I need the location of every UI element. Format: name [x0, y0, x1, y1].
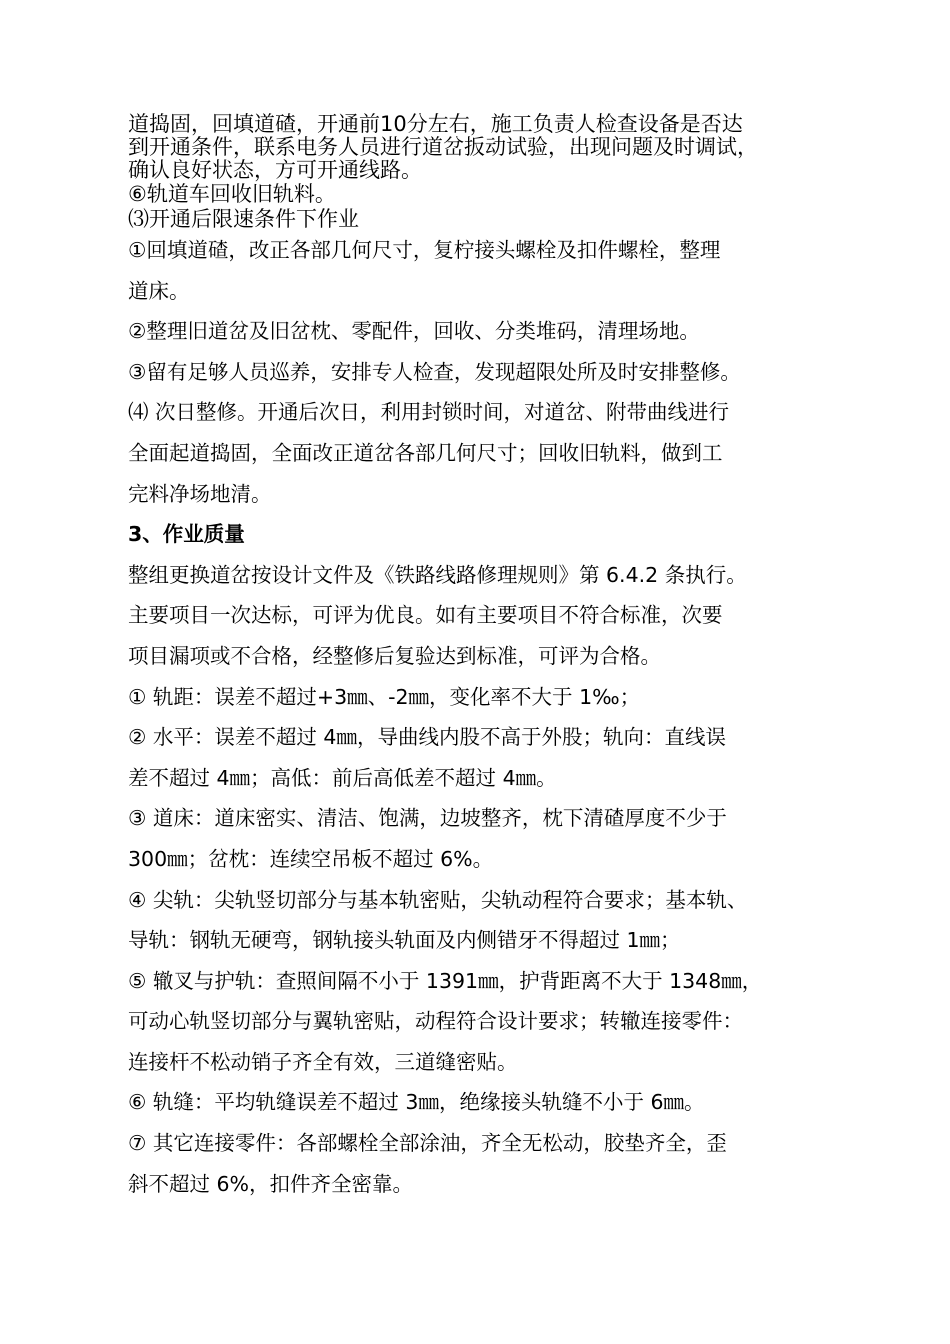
- text-line: ⑤ 辙叉与护轨：查照间隔不小于 1391㎜，护背距离不大于 1348㎜，: [128, 968, 763, 993]
- text-line: 道捣固，回填道碴，开通前10分左右，施工负责人检查设备是否达: [128, 112, 743, 136]
- text-line: 300㎜；岔枕：连续空吊板不超过 6%。: [128, 846, 494, 871]
- text-line: ①回填道碴，改正各部几何尺寸，复柠接头螺栓及扣件螺栓，整理: [128, 238, 721, 262]
- text-line: 确认良好状态，方可开通线路。: [128, 158, 422, 182]
- text-line: ⑥ 轨缝：平均轨缝误差不超过 3㎜，绝缘接头轨缝不小于 6㎜。: [128, 1090, 705, 1115]
- text-line: ① 轨距：误差不超过+3㎜、-2㎜，变化率不大于 1‰；: [128, 684, 641, 709]
- text-line: ②整理旧道岔及旧岔枕、零配件，回收、分类堆码，清理场地。: [128, 319, 700, 344]
- text-line: 整组更换道岔按设计文件及《铁路线路修理规则》第 6.4.2 条执行。: [128, 562, 747, 587]
- text-line: 导轨：钢轨无硬弯，钢轨接头轨面及内侧错牙不得超过 1㎜；: [128, 928, 681, 953]
- text-line: ⑷ 次日整修。开通后次日，利用封锁时间，对道岔、附带曲线进行: [128, 400, 730, 425]
- text-line: 斜不超过 6%，扣件齐全密靠。: [128, 1171, 414, 1196]
- text-line: ⑦ 其它连接零件：各部螺栓全部涂油，齐全无松动，胶垫齐全，歪: [128, 1131, 727, 1156]
- text-line: 到开通条件，联系电务人员进行道岔扳动试验，出现问题及时调试，: [128, 135, 758, 159]
- text-line: ③留有足够人员巡养，安排专人检查，发现超限处所及时安排整修。: [128, 359, 741, 384]
- subsection-title: ⑶开通后限速条件下作业: [128, 207, 359, 231]
- text-line: 连接杆不松动销子齐全有效，三道缝密贴。: [128, 1049, 518, 1074]
- body-text: [128, 230, 848, 1204]
- text-line: 道床。: [128, 278, 190, 303]
- text-line: 可动心轨竖切部分与翼轨密贴，动程符合设计要求；转辙连接零件：: [128, 1009, 743, 1034]
- text-line: ④ 尖轨：尖轨竖切部分与基本轨密贴，尖轨动程符合要求；基本轨、: [128, 887, 748, 912]
- text-line: 差不超过 4㎜；高低：前后高低差不超过 4㎜。: [128, 765, 557, 790]
- section-heading: 3、作业质量: [128, 522, 245, 547]
- text-line: ③ 道床：道床密实、清洁、饱满，边坡整齐，枕下清碴厚度不少于: [128, 806, 727, 831]
- text-line: 项目漏项或不合格，经整修后复验达到标准，可评为合格。: [128, 643, 661, 668]
- text-line: ⑥轨道车回收旧轨料。: [128, 182, 336, 206]
- text-line: 主要项目一次达标，可评为优良。如有主要项目不符合标准，次要: [128, 603, 723, 628]
- text-line: ② 水平：误差不超过 4㎜，导曲线内股不高于外股；轨向：直线误: [128, 725, 726, 750]
- text-line: 全面起道捣固，全面改正道岔各部几何尺寸；回收旧轨料，做到工: [128, 440, 723, 465]
- text-line: 完料净场地清。: [128, 481, 272, 506]
